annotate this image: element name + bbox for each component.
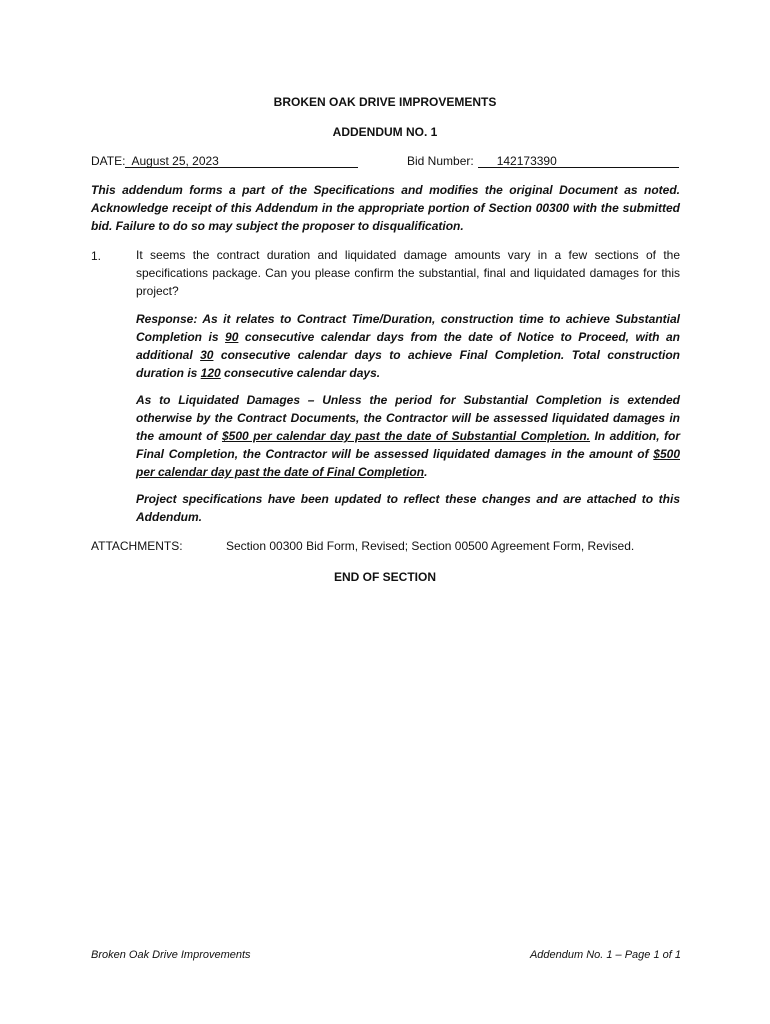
date-value: August 25, 2023 (125, 155, 358, 168)
attachments-label: ATTACHMENTS: (91, 539, 183, 553)
response-paragraph-2: As to Liquidated Damages – Unless the period for Substantial Completion is extended otherwise by the Contract Documents, the Contractor will be assessed liquidated damages in the amount of $500 per calendar day past the date of Substantial Completion. In addition, for Final Completion, the Contractor will be assessed liquidated damages in the amount of $500 per calendar day past the date of Final Completion. (136, 393, 681, 479)
date-line (91, 154, 358, 168)
intro-paragraph: This addendum forms a part of the Specifications and modifies the original Document as noted. Acknowledge receipt of this Addendum in the appropriate portion of Section 00300 with the submitted bid. Failure to do so may subject the proposer to disqualification. (91, 183, 680, 233)
footer-right: Addendum No. 1 – Page 1 of 1 (529, 949, 681, 961)
item-number: 1. (91, 249, 102, 263)
addendum-title: ADDENDUM NO. 1 (332, 125, 438, 139)
question-text: It seems the contract duration and liquidated damage amounts vary in a few sections of the specifications package. Can you please confirm the substantial, final and liquidated damages for this project? (136, 248, 680, 298)
attachments-value: Section 00300 Bid Form, Revised; Section 00500 Agreement Form, Revised. (226, 539, 635, 553)
response-paragraph-3: Project specifications have been updated to reflect these changes and are attached to this Addendum. (136, 492, 680, 524)
total-days: 120 (200, 366, 221, 380)
substantial-days: 90 (225, 330, 239, 344)
bid-number-label: Bid Number: (407, 154, 474, 168)
project-title: BROKEN OAK DRIVE IMPROVEMENTS (273, 95, 497, 109)
footer-left: Broken Oak Drive Improvements (91, 949, 251, 961)
date-label: DATE: (91, 154, 126, 168)
substantial-damages-amount: $500 per calendar day past the date of Substantial Completion. (221, 429, 591, 443)
final-days: 30 (200, 348, 214, 362)
bid-number-value: 142173390 (478, 155, 679, 168)
final-damages-amount: $500 per calendar day past the date of Final Completion (136, 447, 680, 479)
response-paragraph-1: Response: As it relates to Contract Time/Duration, construction time to achieve Substantial Completion is 90 consecutive calendar days from the date of Notice to Proceed, with an additional 30 consecutive calendar days to achieve Final Completion. Total construction duration is 120 consecutive calendar days. (136, 312, 681, 380)
bid-number-line (407, 154, 679, 168)
end-of-section: END OF SECTION (333, 570, 436, 584)
